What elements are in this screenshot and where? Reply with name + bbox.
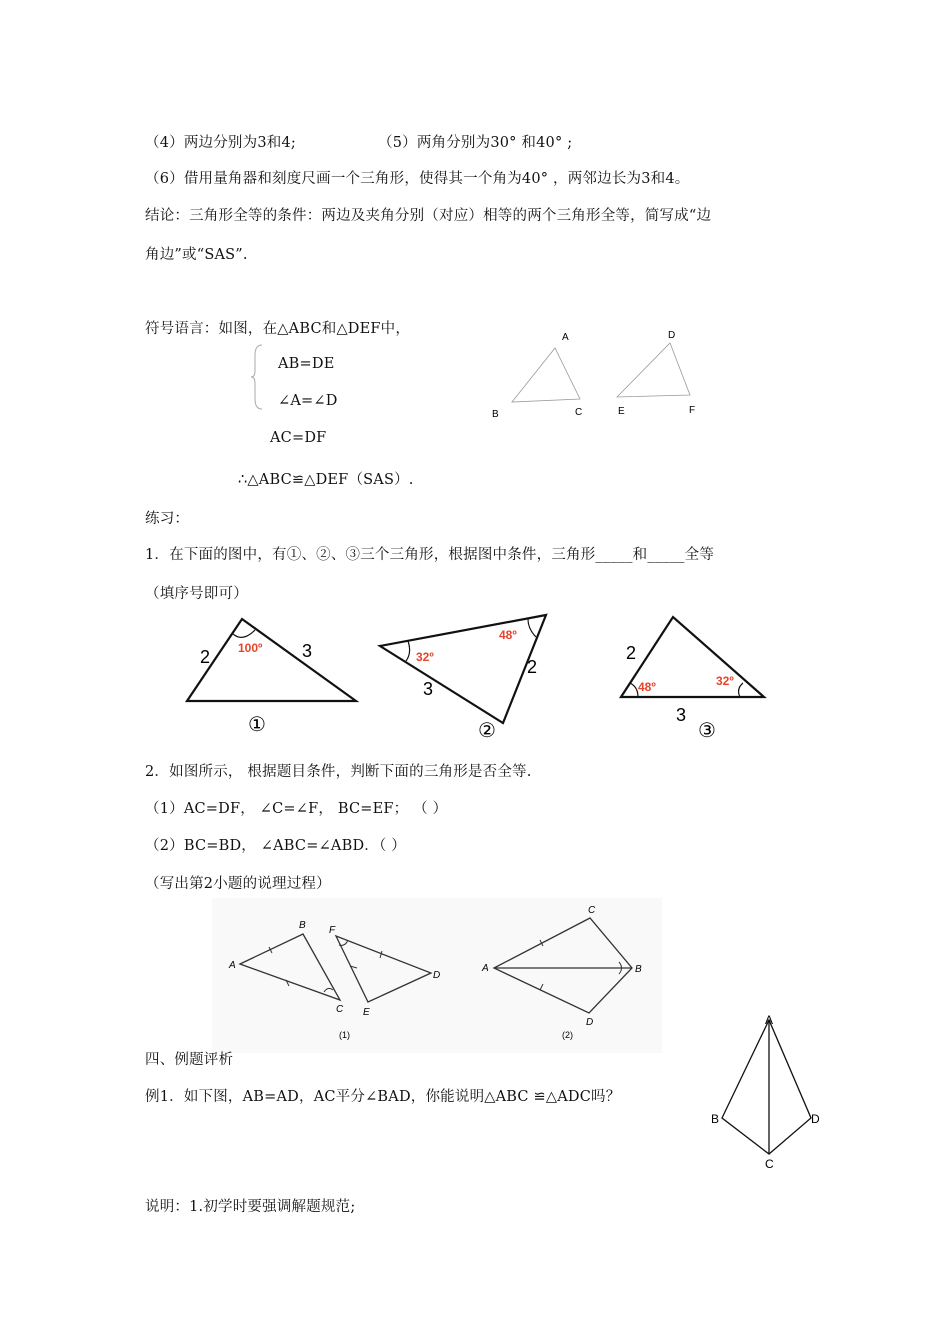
tri2-side-3: 3 [423,679,434,699]
label-d: D [668,330,676,341]
tri2-number: ② [478,720,496,742]
fig1-caption: (1) [339,1030,350,1040]
example-label-b: B [711,1112,720,1126]
text-note: 说明：1.初学时要强调解题规范; [145,1199,356,1215]
text-question-2-note: （写出第2小题的说理过程） [145,876,331,892]
tri3-number: ③ [698,720,716,742]
condition-angle-a-d: ∠A=∠D [278,393,338,409]
fig2-label-c: C [588,905,596,916]
text-question-2-part-2: （2）BC=BD， ∠ABC=∠ABD．（ ） [145,838,406,854]
figure-triangles-abc-def [480,322,720,422]
fig1-label-e: E [363,1007,370,1018]
text-conclusion-2: 角边”或“SAS”. [145,247,248,263]
text-example-1: 例1．如下图，AB=AD，AC平分∠BAD，你能说明△ABC ≌△ADC吗？ [145,1089,621,1105]
condition-ac-df: AC=DF [270,430,327,446]
fig2-label-d: D [586,1017,594,1028]
text-conclusion-1: 结论：三角形全等的条件：两边及夹角分别（对应）相等的两个三角形全等，简写成“边 [145,208,712,224]
tri3-side-3: 3 [676,705,687,725]
example-label-c: C [765,1157,774,1171]
figure-question-2 [212,898,662,1053]
example-label-a: A [765,1013,774,1027]
text-question-1-hint: （填序号即可） [145,586,248,602]
fig1-label-c: C [336,1004,344,1015]
text-line-1a: （4）两边分别为3和4; [145,135,296,151]
label-f: F [689,405,696,416]
tri2-angle-32: 32º [416,650,434,664]
fig1-label-a: A [229,960,236,971]
text-practice: 练习： [145,511,190,527]
figure-three-triangles [170,605,790,745]
tri2-side-2: 2 [527,657,538,677]
section-heading-examples: 四、例题评析 [145,1052,234,1068]
tri2-angle-48: 48º [499,628,517,642]
fig2-label-a: A [482,963,489,974]
tri3-side-2: 2 [626,643,637,663]
text-question-1: 1．在下面的图中，有①、②、③三个三角形，根据图中条件，三角形_____和_____全等 [145,547,715,563]
figure-example-1 [705,1008,825,1178]
fig2-label-b: B [635,964,642,975]
condition-ab-de: AB=DE [278,356,335,372]
brace-icon [250,343,264,411]
label-e: E [618,406,625,417]
text-therefore: ∴△ABC≌△DEF（SAS）. [238,472,414,488]
fig2-caption: (2) [562,1030,573,1040]
label-a: A [562,332,569,343]
tri1-number: ① [248,714,266,736]
text-question-2: 2．如图所示， 根据题目条件，判断下面的三角形是否全等. [145,764,532,780]
example-label-d: D [811,1112,820,1126]
tri1-side-2: 2 [200,647,211,667]
label-c: C [575,407,583,418]
text-line-1b: （5）两角分别为30° 和40° ; [378,135,573,151]
text-question-2-part-1: （1）AC=DF， ∠C=∠F， BC=EF； （ ） [145,801,448,817]
tri3-angle-48: 48º [638,680,656,694]
fig1-label-b: B [299,920,306,931]
tri1-angle-100: 100º [238,641,263,655]
text-line-2: （6）借用量角器和刻度尺画一个三角形，使得其一个角为40° ，两邻边长为3和4。 [145,171,690,187]
fig1-label-d: D [433,970,441,981]
label-b: B [492,409,499,420]
fig1-label-f: F [329,925,336,936]
tri3-angle-32: 32º [716,674,734,688]
tri1-side-3: 3 [302,641,313,661]
text-symbol-language: 符号语言：如图，在△ABC和△DEF中， [145,321,411,337]
